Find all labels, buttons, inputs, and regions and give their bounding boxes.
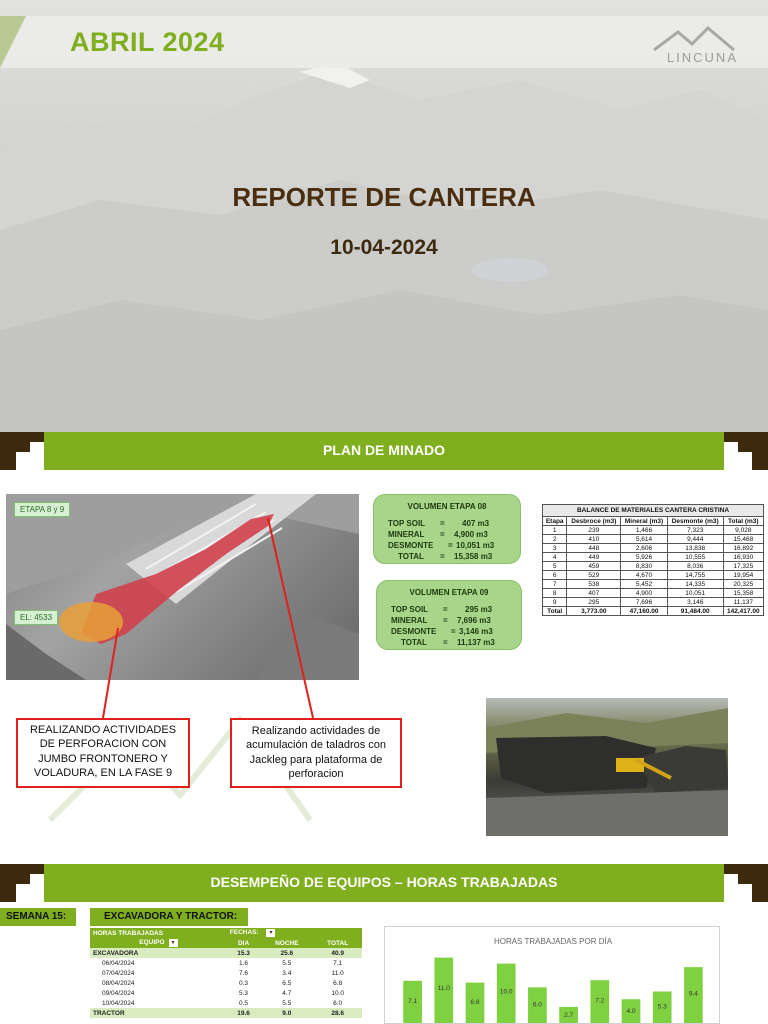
equipment-group-row: EXCAVADORA 15.3 25.6 40.9	[90, 948, 362, 958]
balance-total-row: Total 3,773.00 47,160.00 91,484.00 142,417.00	[543, 607, 764, 616]
volume-08-title: VOLUMEN ETAPA 08	[407, 502, 487, 511]
equipment-label: EXCAVADORA Y TRACTOR:	[90, 908, 248, 926]
chart-data-label: 10.0	[499, 988, 513, 996]
chart-data-label: 6.0	[532, 1001, 542, 1009]
week-label: SEMANA 15:	[0, 908, 76, 926]
balance-row: 3 448 2,606 13,838 16,892	[543, 544, 764, 553]
chart-data-label: 2.7	[564, 1012, 574, 1020]
volume-08-row: TOTAL = 15,358 m3	[398, 552, 493, 561]
chart-data-label: 7.2	[595, 997, 605, 1005]
equipment-date-row: 07/04/2024 7.6 3.4 11.0	[102, 969, 344, 977]
chart-data-label: 9.4	[688, 990, 698, 998]
balance-row: 1 239 1,466 7,323 9,028	[543, 526, 764, 535]
volume-08-row: MINERAL = 4,900 m3	[388, 530, 488, 539]
chart-data-label: 7.1	[408, 997, 418, 1005]
hours-pivot-table	[90, 928, 362, 1018]
equipment-title: DESEMPEÑO DE EQUIPOS – HORAS TRABAJADAS	[210, 874, 558, 890]
excavator-site-photo	[486, 698, 728, 836]
equipment-banner	[0, 864, 768, 902]
chart-svg	[385, 927, 721, 1024]
logo-text: LINCUNA	[666, 50, 738, 65]
callout-drilling-blasting: REALIZANDO ACTIVIDADES DE PERFORACION CON JUMBO FRONTONERO Y VOLADURA, EN LA FASE 9	[16, 718, 190, 788]
balance-row: 2 410 5,614 9,444 15,468	[543, 535, 764, 544]
balance-row: 9 295 7,696 3,146 11,137	[543, 598, 764, 607]
chart-data-label: 6.8	[470, 998, 480, 1006]
balance-caption: BALANCE DE MATERIALES CANTERA CRISTINA	[543, 505, 764, 517]
callout-jackleg: Realizando actividades de acumulación de taladros con Jackleg para plataforma de perforacion	[230, 718, 402, 788]
chart-data-label: 4.0	[626, 1007, 636, 1015]
balance-header-row: Etapa Desbroce (m3) Mineral (m3) Desmonte (m3) Total (m3)	[543, 517, 764, 526]
report-title: REPORTE DE CANTERA	[232, 182, 536, 212]
chart-data-label: 11.0	[437, 985, 450, 993]
stage-tag: ETAPA 8 y 9	[14, 502, 70, 517]
equipment-date-row: 09/04/2024 5.3 4.7 10.0	[102, 989, 344, 997]
month-title: ABRIL 2024	[70, 27, 225, 57]
volume-09-row: TOP SOIL = 295 m3	[391, 605, 493, 614]
volume-09-title: VOLUMEN ETAPA 09	[409, 588, 489, 597]
equipment-date-row: 10/04/2024 0.5 5.5 6.0	[102, 999, 343, 1007]
balance-row: 4 449 5,926 10,555 16,930	[543, 553, 764, 562]
pivot-header-row: HORAS TRABAJADAS FECHAS: ▾	[90, 928, 362, 938]
balance-row: 6 529 4,670 14,755 19,954	[543, 571, 764, 580]
volume-09-row: MINERAL = 7,696 m3	[391, 616, 491, 625]
balance-row: 8 407 4,900 10,051 15,358	[543, 589, 764, 598]
pivot-column-header-row: EQUIPO ▾ DIA NOCHE TOTAL	[90, 938, 362, 948]
balance-row: 5 459 8,830 8,036 17,325	[543, 562, 764, 571]
filter-dropdown-icon[interactable]: ▾	[266, 929, 275, 937]
equipment-date-row: 06/04/2024 1.6 5.5 7.1	[102, 959, 343, 967]
hours-per-day-chart	[384, 926, 720, 1024]
volume-08-row: TOP SOIL = 407 m3	[388, 519, 490, 528]
filter-icon[interactable]: ▾	[169, 939, 178, 947]
report-date: 10-04-2024	[330, 236, 438, 259]
volume-09-row: DESMONTE = 3,146 m3	[391, 627, 493, 636]
balance-row: 7 538 5,452 14,335 20,325	[543, 580, 764, 589]
plan-title: PLAN DE MINADO	[322, 442, 446, 458]
volume-08-row: DESMONTE = 10,051 m3	[388, 541, 495, 550]
volume-09-row: TOTAL = 11,137 m3	[401, 638, 495, 647]
equipment-group-row: TRACTOR 19.6 9.0 28.6	[90, 1008, 362, 1018]
elevation-tag: EL: 4533	[14, 610, 58, 625]
chart-data-label: 5.3	[657, 1003, 667, 1011]
chart-title: HORAS TRABAJADAS POR DÍA	[493, 937, 613, 946]
equipment-date-row: 08/04/2024 0.3 6.5 6.8	[102, 979, 343, 987]
